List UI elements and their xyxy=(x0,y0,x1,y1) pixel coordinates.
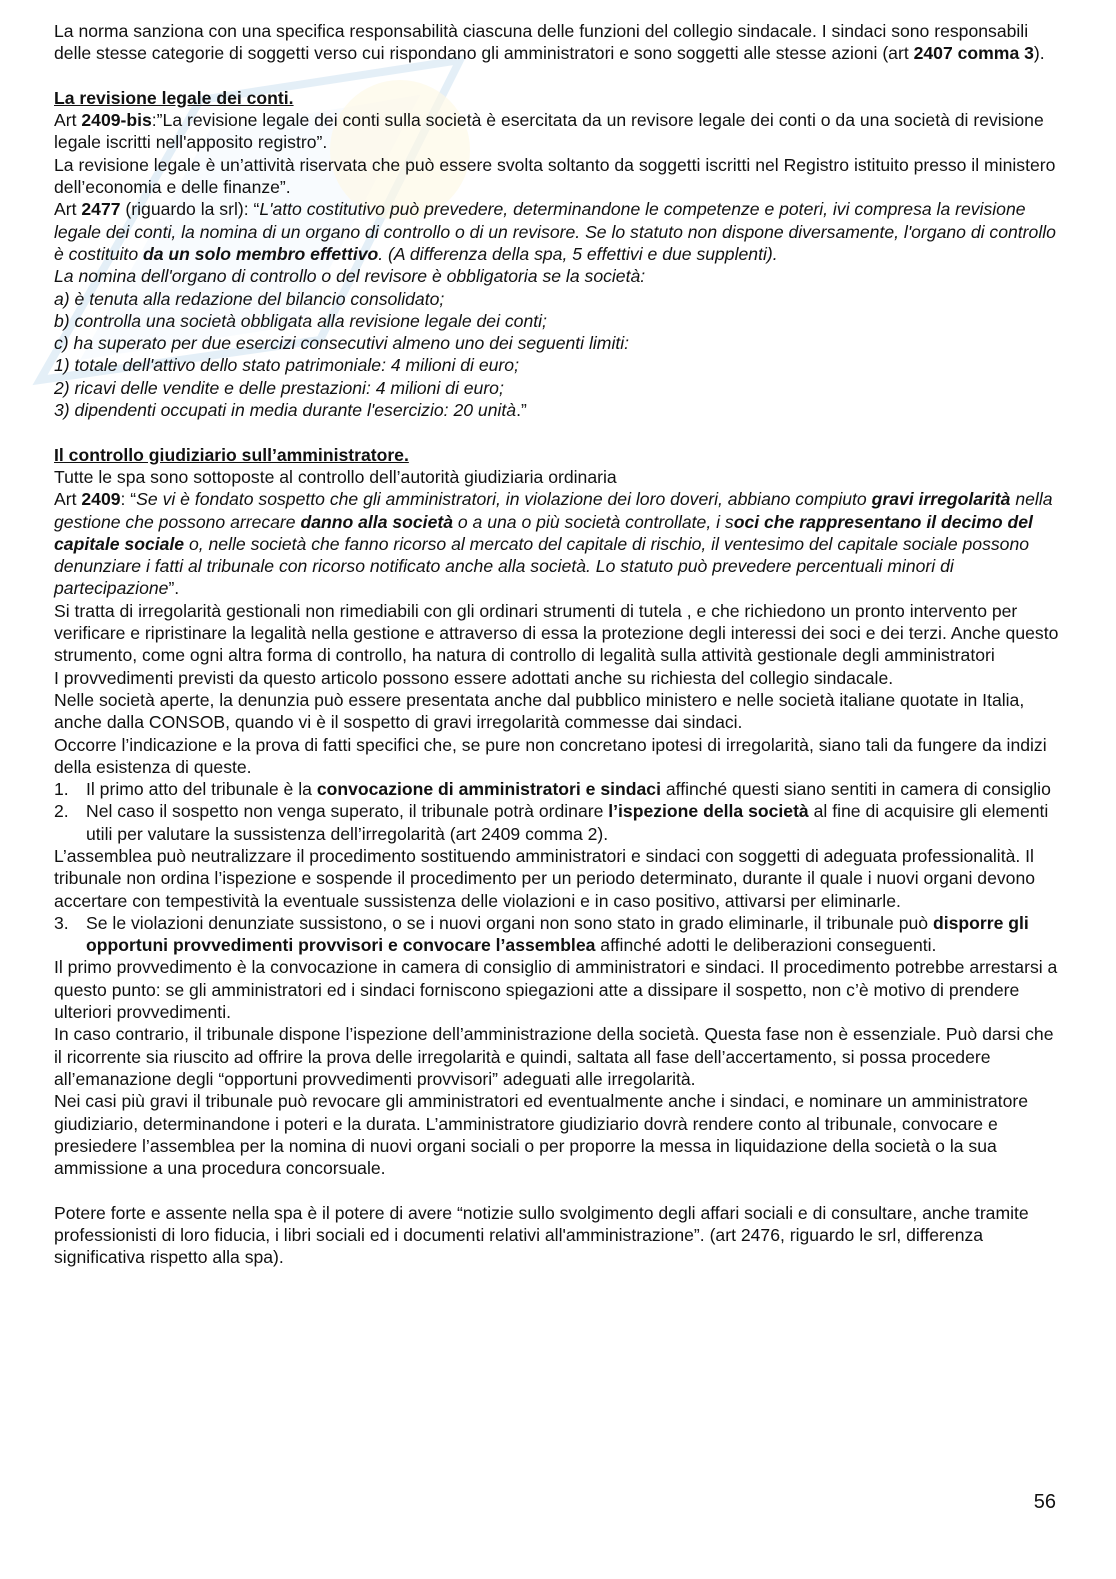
procedure-steps-list xyxy=(54,778,1066,845)
revisione-limite-1: 1) totale dell'attivo dello stato patrimoniale: 4 milioni di euro; xyxy=(54,355,519,376)
revisione-art-2409bis: Art 2409-bis:”La revisione legale dei conti sulla società è esercitata da un revisore legale dei conti o da una società di revisione legale iscritti nell'apposito registro”. xyxy=(54,110,1044,153)
revisione-condizione-b: b) controlla una società obbligata alla revisione legale dei conti; xyxy=(54,310,547,331)
document-page xyxy=(54,20,1066,1269)
section-heading-controllo: Il controllo giudiziario sull’amministratore. xyxy=(54,444,409,465)
intro-paragraph: La norma sanziona con una specifica responsabilità ciascuna delle funzioni del collegio sindacale. I sindaci sono responsabili delle stesse categorie di soggetti verso cui rispondano gli amministratori e sono soggetti alle stesse azioni (art 2407 comma 3). xyxy=(54,21,1045,64)
controllo-paragraph-6: L’assemblea può neutralizzare il procedimento sostituendo amministratori e sindaci con soggetti di adeguata professionalità. Il tribunale non ordina l’ispezione e sospende il procedimento per un periodo determinato, durante il quale i nuovi organi devono accertare con tempestività la eventuale sussistenza delle violazioni e in caso positivo, attivarsi per eliminarle. xyxy=(54,845,1036,911)
revisione-riservata: La revisione legale è un’attività riservata che può essere svolta soltanto da soggetti iscritti nel Registro istituito presso il ministero dell’economia e delle finanze”. xyxy=(54,154,1056,198)
controllo-paragraph-7: Il primo provvedimento è la convocazione in camera di consiglio di amministratori e sindaci. Il procedimento potrebbe arrestarsi a questo punto: se gli amministratori ed i sindaci forniscono spiegazioni atte a dissipare il sospetto, non c’è motivo di prendere ulteriori provvedimenti. xyxy=(54,957,1058,1023)
controllo-paragraph-4: Nelle società aperte, la denunzia può essere presentata anche dal pubblico ministero e nelle società italiane quotate in Italia, anche dalla CONSOB, quando vi è il sospetto di gravi irregolarità commesse dai sindaci. xyxy=(54,689,1025,733)
controllo-paragraph-2: Si tratta di irregolarità gestionali non rimediabili con gli ordinari strumenti di tutela , e che richiedono un pronto intervento per verificare e ripristinare la legalità nella gestione e attraverso di essa la protezione degli interessi dei soci e dei terzi. Anche questo strumento, come ogni altra forma di controllo, ha natura di controllo di legalità sulla attività gestionale degli amministratori xyxy=(54,600,1059,666)
final-paragraph: Potere forte e assente nella spa è il potere di avere “notizie sullo svolgimento degli affari sociali e di consultare, anche tramite professionisti di loro fiducia, i libri sociali ed i documenti relativi all'amministrazione”. (art 2476, riguardo le srl, differenza significativa rispetto alla spa). xyxy=(54,1202,1029,1268)
revisione-limite-2: 2) ricavi delle vendite e delle prestazioni: 4 milioni di euro; xyxy=(54,377,504,398)
procedure-step: 1. Il primo atto del tribunale è la convocazione di amministratori e sindaci affinché questi siano sentiti in camera di consiglio xyxy=(54,779,1051,800)
section-heading-revisione: La revisione legale dei conti. xyxy=(54,87,294,108)
revisione-nomina: La nomina dell'organo di controllo o del revisore è obbligatoria se la società: xyxy=(54,266,646,287)
controllo-intro: Tutte le spa sono sottoposte al controllo dell’autorità giudiziaria ordinaria xyxy=(54,466,617,487)
revisione-condizione-c: c) ha superato per due esercizi consecutivi almeno uno dei seguenti limiti: xyxy=(54,333,630,354)
revisione-limite-3: 3) dipendenti occupati in media durante l'esercizio: 20 unità.” xyxy=(54,400,527,421)
controllo-paragraph-5: Occorre l’indicazione e la prova di fatti specifici che, se pure non concretano ipotesi di irregolarità, siano tali da fungere da indizi della esistenza di queste. xyxy=(54,734,1047,777)
controllo-art-2409: Art 2409: “Se vi è fondato sospetto che gli amministratori, in violazione dei loro doveri, abbiano compiuto gravi irregolarità nella gestione che possono arrecare danno alla società o a una o più società controllate, i soci che rappresentano il decimo del capitale sociale o, nelle società che fanno ricorso al mercato del capitale di rischio, il ventesimo del capitale sociale possono denunziare i fatti al tribunale con ricorso notificato anche alla società. Lo statuto può prevedere percentuali minori di partecipazione”. xyxy=(54,489,1053,599)
page-number: 56 xyxy=(1033,1491,1056,1513)
controllo-paragraph-3: I provvedimenti previsti da questo articolo possono essere adottati anche su richiesta del collegio sindacale. xyxy=(54,667,894,688)
revisione-condizione-a: a) è tenuta alla redazione del bilancio consolidato; xyxy=(54,288,445,309)
procedure-steps-list-continued xyxy=(54,912,1066,957)
revisione-art-2477: Art 2477 (riguardo la srl): “L'atto costitutivo può prevedere, determinandone le competenze e poteri, ivi compresa la revisione legale dei conti, la nomina di un organo di controllo o di un revisore. Se lo statuto non dispone diversamente, l'organo di controllo è costituito da un solo membro effettivo. (A differenza della spa, 5 effettivi e due supplenti). xyxy=(54,199,1056,264)
controllo-paragraph-9: Nei casi più gravi il tribunale può revocare gli amministratori ed eventualmente anche i sindaci, e nominare un amministratore giudiziario, determinandone i poteri e la durata. L’amministratore giudiziario dovrà rendere conto al tribunale, convocare e presiedere l’assemblea per la nomina di nuovi organi sociali o per proporre la messa in liquidazione della società o la sua ammissione a una procedura concorsuale. xyxy=(54,1091,1028,1179)
controllo-paragraph-8: In caso contrario, il tribunale dispone l’ispezione dell’amministrazione della società. Questa fase non è essenziale. Può darsi che il ricorrente sia riuscito ad offrire la prova delle irregolarità e quindi, saltata all fase dell’accertamento, si possa procedere all’emanazione degli “opportuni provvedimenti provvisori” adeguati alle irregolarità. xyxy=(54,1024,1054,1089)
procedure-step: 3. Se le violazioni denunziate sussistono, o se i nuovi organi non sono stato in grado eliminarle, il tribunale può disporre gli opportuni provvedimenti provvisori e convocare l’assemblea affinché adotti le deliberazioni conseguenti. xyxy=(54,912,1029,956)
procedure-step: 2. Nel caso il sospetto non venga superato, il tribunale potrà ordinare l’ispezione della società al fine di acquisire gli elementi utili per valutare la sussistenza dell’irregolarità (art 2409 comma 2). xyxy=(54,801,1049,844)
